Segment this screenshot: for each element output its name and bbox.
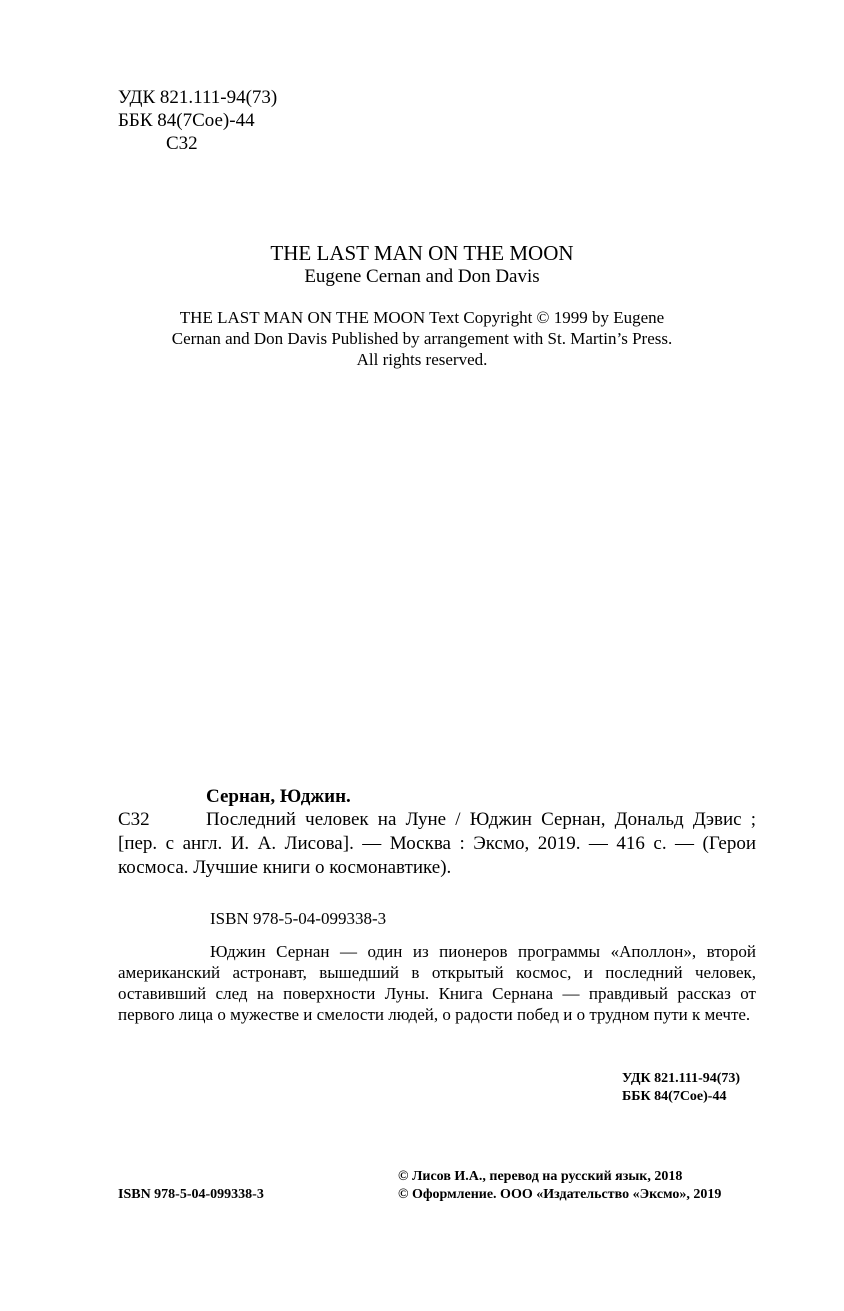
catalog-author-heading: Сернан, Юджин. [206, 786, 351, 807]
translation-copyright: © Лисов И.А., перевод на русский язык, 2018 [398, 1169, 683, 1184]
catalog-isbn: ISBN 978-5-04-099338-3 [210, 909, 387, 928]
catalog-annotation: Юджин Сернан — один из пионеров программы «Аполлон», второй американский астронавт, вышедший в открытый космос, и последний человек, оставивший след на поверхности Луны. Книга Сернана — правдивый рассказ от первого лица о мужестве и смелости людей, о радости побед и о трудном пути к мечте. [118, 942, 756, 1024]
catalog-description: Последний человек на Луне / Юджин Сернан, Дональд Дэвис ; [пер. с англ. И. А. Лисова]. — Москва : Эксмо, 2019. — 416 с. — (Герои космоса. Лучшие книги о космонавтике). [118, 809, 756, 878]
design-copyright: © Оформление. ООО «Издательство «Эксмо», 2019 [398, 1187, 722, 1202]
bbk-code: ББК 84(7Сое)-44 [118, 110, 255, 131]
catalog-udk: УДК 821.111-94(73) [622, 1071, 741, 1086]
copyright-line-3: All rights reserved. [356, 350, 488, 369]
original-title: THE LAST MAN ON THE MOON [270, 241, 574, 265]
author-mark: С32 [166, 133, 198, 154]
copyright-line-2: Cernan and Don Davis Published by arrangement with St. Martin’s Press. [171, 329, 673, 348]
copyright-line-1: THE LAST MAN ON THE MOON Text Copyright © 1999 by Eugene [179, 308, 665, 327]
footer-isbn: ISBN 978-5-04-099338-3 [118, 1187, 264, 1202]
catalog-author-mark: С32 [118, 809, 150, 830]
original-authors: Eugene Cernan and Don Davis [304, 266, 540, 287]
catalog-bbk: ББК 84(7Сое)-44 [622, 1089, 727, 1104]
udk-code: УДК 821.111-94(73) [118, 87, 278, 108]
